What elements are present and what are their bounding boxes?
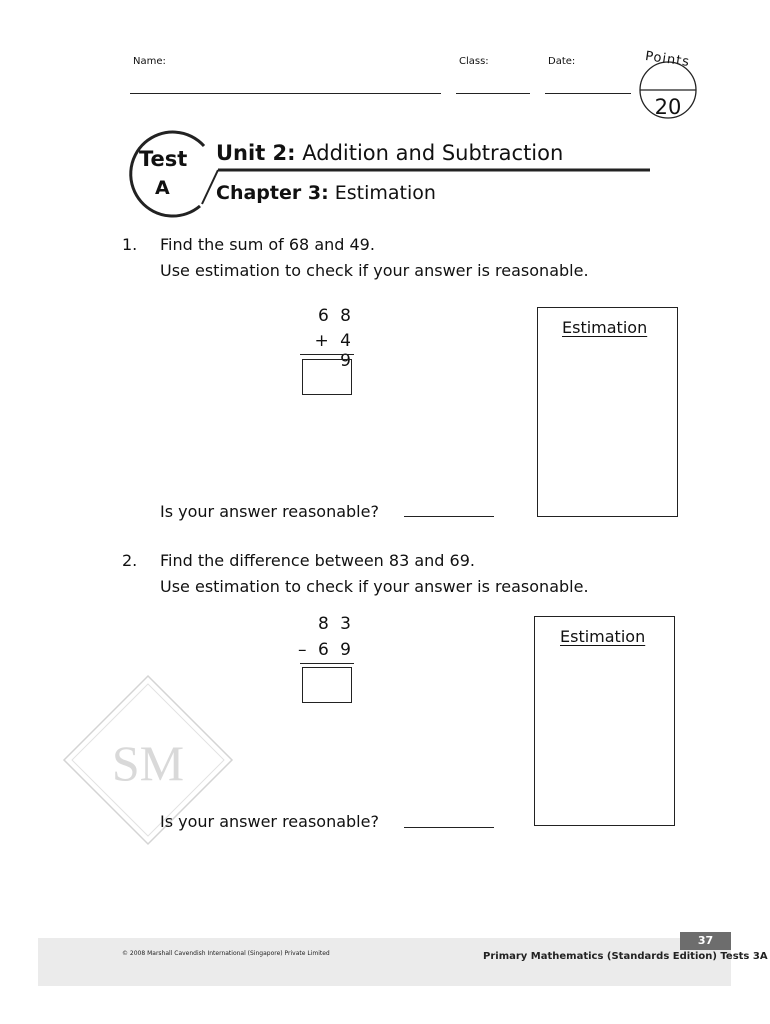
question-2-line1: Find the difference between 83 and 69. bbox=[160, 551, 475, 570]
watermark-text: SM bbox=[111, 735, 185, 791]
chapter-number: Chapter 3: bbox=[216, 182, 329, 204]
date-label: Date: bbox=[548, 56, 576, 67]
unit-number: Unit 2: bbox=[216, 141, 296, 165]
question-1-estimation-box[interactable] bbox=[537, 307, 678, 517]
question-1-sum-line bbox=[300, 354, 354, 355]
question-1-line2: Use estimation to check if your answer is reasonable. bbox=[160, 261, 589, 280]
book-title: Primary Mathematics (Standards Edition) Tests 3A bbox=[483, 951, 768, 962]
question-1-bottom-operand: + 4 9 bbox=[314, 331, 354, 371]
points-value: 20 bbox=[654, 95, 682, 119]
name-label: Name: bbox=[133, 56, 166, 67]
class-label: Class: bbox=[459, 56, 489, 67]
question-1-number: 1. bbox=[122, 235, 138, 254]
question-2-reason-field[interactable] bbox=[404, 827, 494, 828]
question-2-bottom-operand: – 6 9 bbox=[298, 640, 354, 660]
question-2-difference-line bbox=[300, 663, 354, 664]
question-1-reason-prompt: Is your answer reasonable? bbox=[160, 502, 379, 521]
question-1-top-operand: 6 8 bbox=[317, 306, 354, 326]
page-number: 37 bbox=[680, 932, 731, 950]
question-1-answer-box[interactable] bbox=[302, 359, 352, 395]
copyright: © 2008 Marshall Cavendish International (Singapore) Private Limited bbox=[122, 950, 330, 957]
question-2-reason-prompt: Is your answer reasonable? bbox=[160, 812, 379, 831]
question-1-reason-field[interactable] bbox=[404, 516, 494, 517]
unit-title bbox=[216, 141, 563, 165]
unit-name: Addition and Subtraction bbox=[302, 141, 564, 165]
question-1-estimation-label: Estimation bbox=[562, 318, 648, 337]
question-2-answer-box[interactable] bbox=[302, 667, 352, 703]
test-badge-line1: Test bbox=[139, 147, 188, 171]
date-field[interactable] bbox=[545, 93, 631, 94]
chapter-title bbox=[216, 182, 436, 204]
question-2-estimation-label: Estimation bbox=[560, 627, 646, 646]
question-2-top-operand: 8 3 bbox=[317, 614, 354, 634]
name-field[interactable] bbox=[130, 93, 441, 94]
footer-band bbox=[38, 938, 731, 986]
question-1-line1: Find the sum of 68 and 49. bbox=[160, 235, 375, 254]
question-2-number: 2. bbox=[122, 551, 138, 570]
question-2-estimation-box[interactable] bbox=[534, 616, 675, 826]
points-label: Points bbox=[644, 48, 691, 71]
class-field[interactable] bbox=[456, 93, 530, 94]
test-badge-line2: A bbox=[155, 177, 170, 199]
question-2-line2: Use estimation to check if your answer is reasonable. bbox=[160, 577, 589, 596]
chapter-name: Estimation bbox=[334, 182, 436, 204]
